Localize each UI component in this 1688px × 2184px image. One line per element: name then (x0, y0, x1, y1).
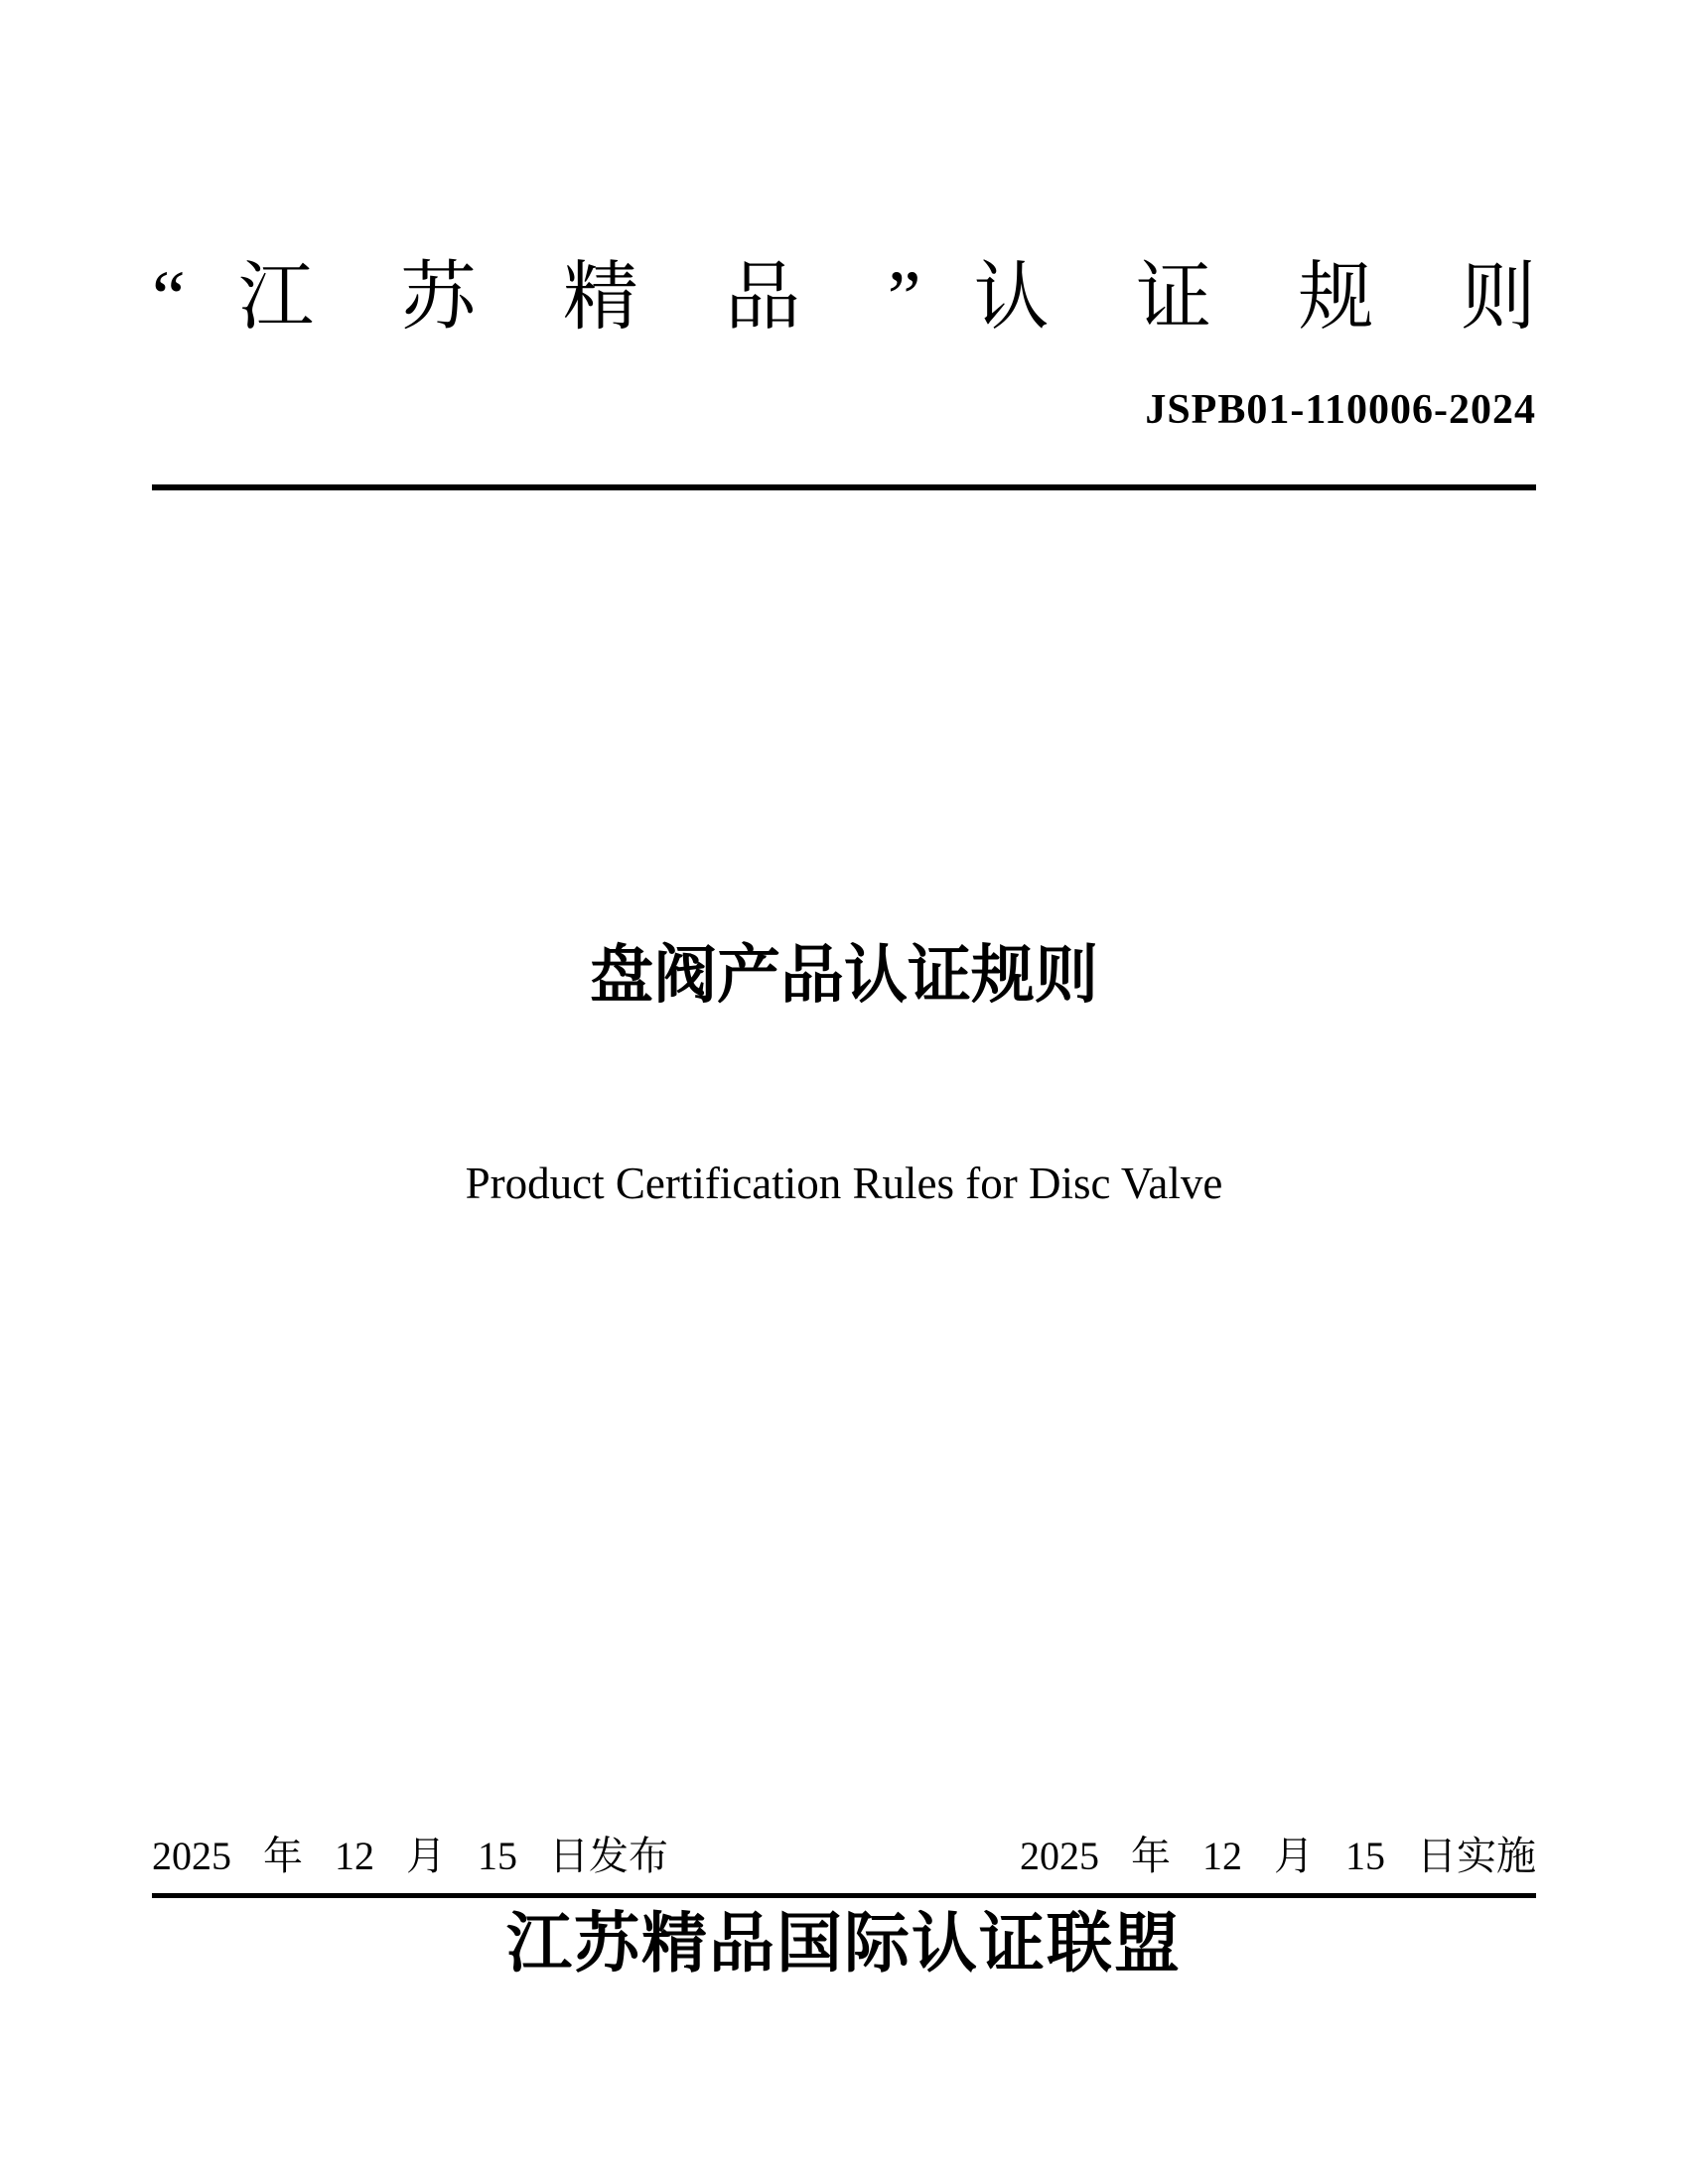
main-title: 盘阀产品认证规则 (590, 940, 1098, 1011)
footer-divider-line (152, 1893, 1536, 1898)
english-subtitle: Product Certification Rules for Disc Valve (465, 1159, 1223, 1208)
series-title: “ 江 苏 精 品 ” 认 证 规 则 (152, 256, 1536, 340)
header-divider-line (152, 484, 1536, 490)
document-number: JSPB01-110006-2024 (1145, 387, 1536, 433)
publish-date: 2025 年 12 月 15 日发布 (152, 1834, 668, 1878)
implement-date: 2025 年 12 月 15 日实施 (1020, 1834, 1536, 1878)
dates-row (152, 1835, 1536, 1878)
issuing-organization: 江苏精品国际认证联盟 (506, 1908, 1182, 1980)
